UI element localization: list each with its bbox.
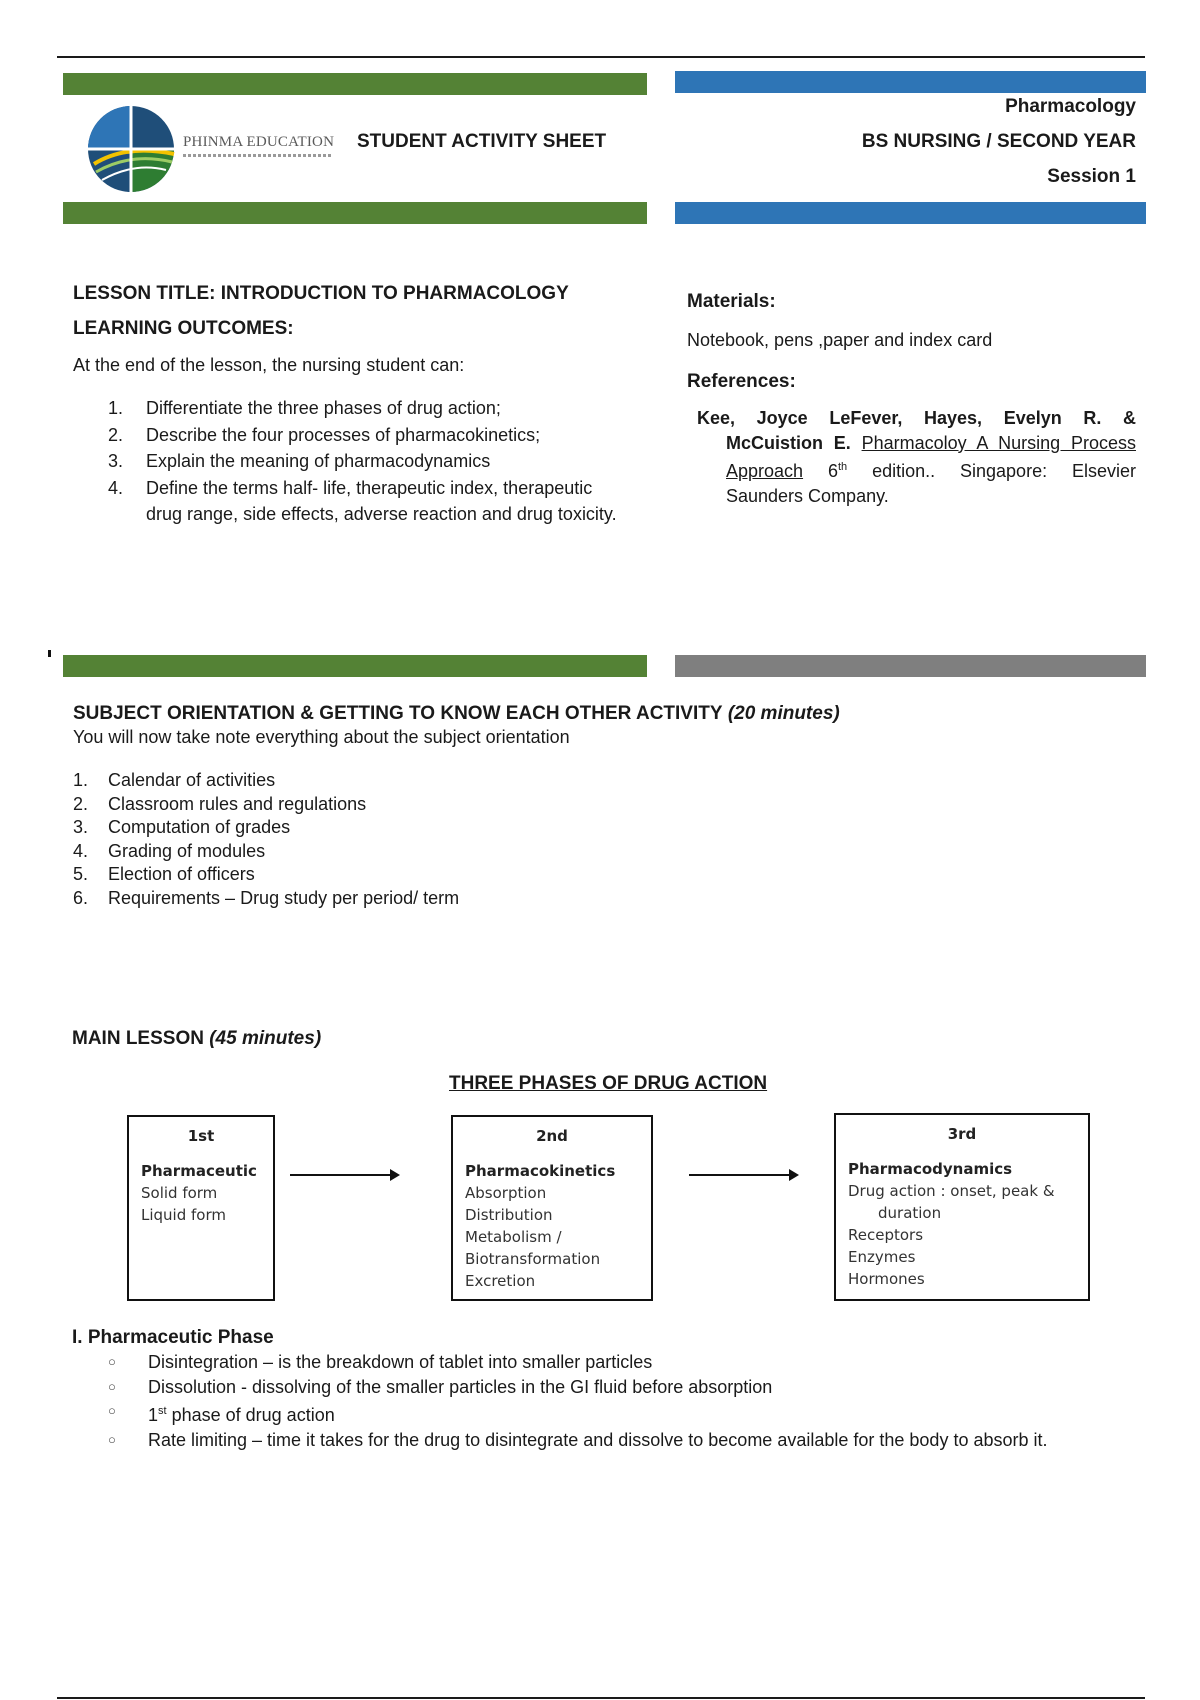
materials-heading: Materials: [687, 291, 776, 312]
reference-book-title: Pharmacoloy A Nursing Process Approach [726, 432, 1136, 481]
list-item: 6. Requirements – Drug study per period/ term [73, 887, 460, 908]
orientation-heading: SUBJECT ORIENTATION & GETTING TO KNOW EACH OTHER ACTIVITY (20 minutes) [73, 703, 840, 724]
phase-box-1 [127, 1115, 275, 1301]
header-bar-green-top [63, 73, 647, 95]
logo-text: PHINMA EDUCATION [183, 134, 335, 150]
materials-text: Notebook, pens ,paper and index card [687, 330, 993, 350]
phase-line: duration [878, 1204, 942, 1222]
session-label: Session 1 [1047, 166, 1136, 187]
pharmaceutic-phase-list [108, 1350, 1048, 1452]
list-item: ○ Dissolution - dissolving of the smaller particles in the GI fluid before absorption [108, 1375, 1048, 1400]
phase-line: Absorption [465, 1184, 547, 1202]
reference-authors: Kee, Joyce LeFever, Hayes, Evelyn R. & McCuistion E. [697, 408, 1136, 453]
list-item: ○ Disintegration – is the breakdown of tablet into smaller particles [108, 1350, 1048, 1375]
list-item: 4. Define the terms half- life, therapeutic index, therapeutic drug range, side effects, adverse reaction and drug toxicity. [108, 477, 617, 524]
outcomes-intro: At the end of the lesson, the nursing student can: [73, 355, 465, 375]
reference-entry [697, 406, 1136, 508]
arrow-right-icon [290, 1174, 398, 1176]
logo-tagline [183, 154, 333, 157]
phase-ordinal: 3rd [947, 1125, 977, 1143]
references-heading: References: [687, 371, 796, 392]
phase-box-2 [451, 1115, 653, 1301]
list-item: 3. Explain the meaning of pharmacodynamics [108, 451, 491, 471]
phase-line: Liquid form [141, 1206, 226, 1224]
circle-bullet-icon: ○ [108, 1354, 116, 1369]
list-item: 2. Describe the four processes of pharmacokinetics; [108, 424, 541, 445]
phase-line: Receptors [848, 1226, 924, 1244]
header-bar-blue-top [675, 71, 1146, 93]
list-item: 5. Election of officers [73, 864, 255, 884]
list-item: 3. Computation of grades [73, 817, 291, 837]
diagram-title: THREE PHASES OF DRUG ACTION [449, 1073, 768, 1094]
phinma-logo-icon [86, 104, 176, 194]
phase-line: Biotransformation [465, 1250, 601, 1268]
main-lesson-duration: (45 minutes) [209, 1028, 322, 1049]
phase-line: Enzymes [848, 1248, 916, 1266]
main-lesson-heading: MAIN LESSON (45 minutes) [72, 1028, 322, 1049]
program-year: BS NURSING / SECOND YEAR [861, 131, 1136, 152]
header-bar-blue-bottom [675, 202, 1146, 224]
orientation-intro: You will now take note everything about the subject orientation [73, 727, 570, 747]
phase-line: Distribution [465, 1206, 553, 1224]
orientation-duration: (20 minutes) [727, 703, 840, 724]
header-bar-green-bottom [63, 202, 647, 224]
reference-edition-sup: th [837, 461, 848, 473]
phase-title: Pharmacodynamics [848, 1160, 1013, 1178]
list-item: ○ Rate limiting – time it takes for the drug to disintegrate and dissolve to become available for the body to absorb it. [108, 1428, 1048, 1453]
lesson-title: LESSON TITLE: INTRODUCTION TO PHARMACOLOGY [73, 283, 569, 304]
margin-mark [48, 650, 51, 657]
reference-edition-num: 6 [827, 461, 838, 481]
circle-bullet-icon: ○ [108, 1403, 116, 1418]
section-bar-gray [675, 655, 1146, 677]
orientation-list [73, 769, 459, 910]
phase-ordinal: 2nd [536, 1127, 568, 1145]
list-item: 1. Differentiate the three phases of drug action; [108, 398, 501, 418]
arrow-right-icon [689, 1174, 797, 1176]
reference-edition-rest: edition.. Singapore: Elsevier Saunders Company. [726, 461, 1136, 506]
phase-box-3 [834, 1113, 1090, 1301]
pharmaceutic-phase-heading: I. Pharmaceutic Phase [72, 1327, 274, 1348]
section-bar-green [63, 655, 647, 677]
phase-line: Metabolism / [465, 1228, 562, 1246]
sheet-title: STUDENT ACTIVITY SHEET [357, 131, 607, 152]
circle-bullet-icon: ○ [108, 1378, 116, 1394]
list-item: ○ 1st phase of drug action [108, 1399, 1048, 1428]
circle-bullet-icon: ○ [108, 1431, 116, 1447]
phase-ordinal: 1st [187, 1127, 215, 1145]
top-rule [57, 56, 1145, 58]
phase-title: Pharmaceutic [141, 1162, 257, 1180]
phase-line: Solid form [141, 1184, 218, 1202]
list-item: 1. Calendar of activities [73, 770, 276, 790]
learning-outcomes-heading: LEARNING OUTCOMES: [73, 318, 294, 339]
phase-line: Drug action : onset, peak & [848, 1182, 1055, 1200]
list-item: 4. Grading of modules [73, 840, 266, 861]
phase-line: Hormones [848, 1270, 925, 1288]
list-item: 2. Classroom rules and regulations [73, 793, 367, 814]
learning-outcomes-list [108, 395, 628, 528]
subject-name: Pharmacology [1005, 96, 1136, 117]
phase-title: Pharmacokinetics [465, 1162, 616, 1180]
bottom-rule [57, 1697, 1145, 1699]
phase-line: Excretion [465, 1272, 536, 1290]
